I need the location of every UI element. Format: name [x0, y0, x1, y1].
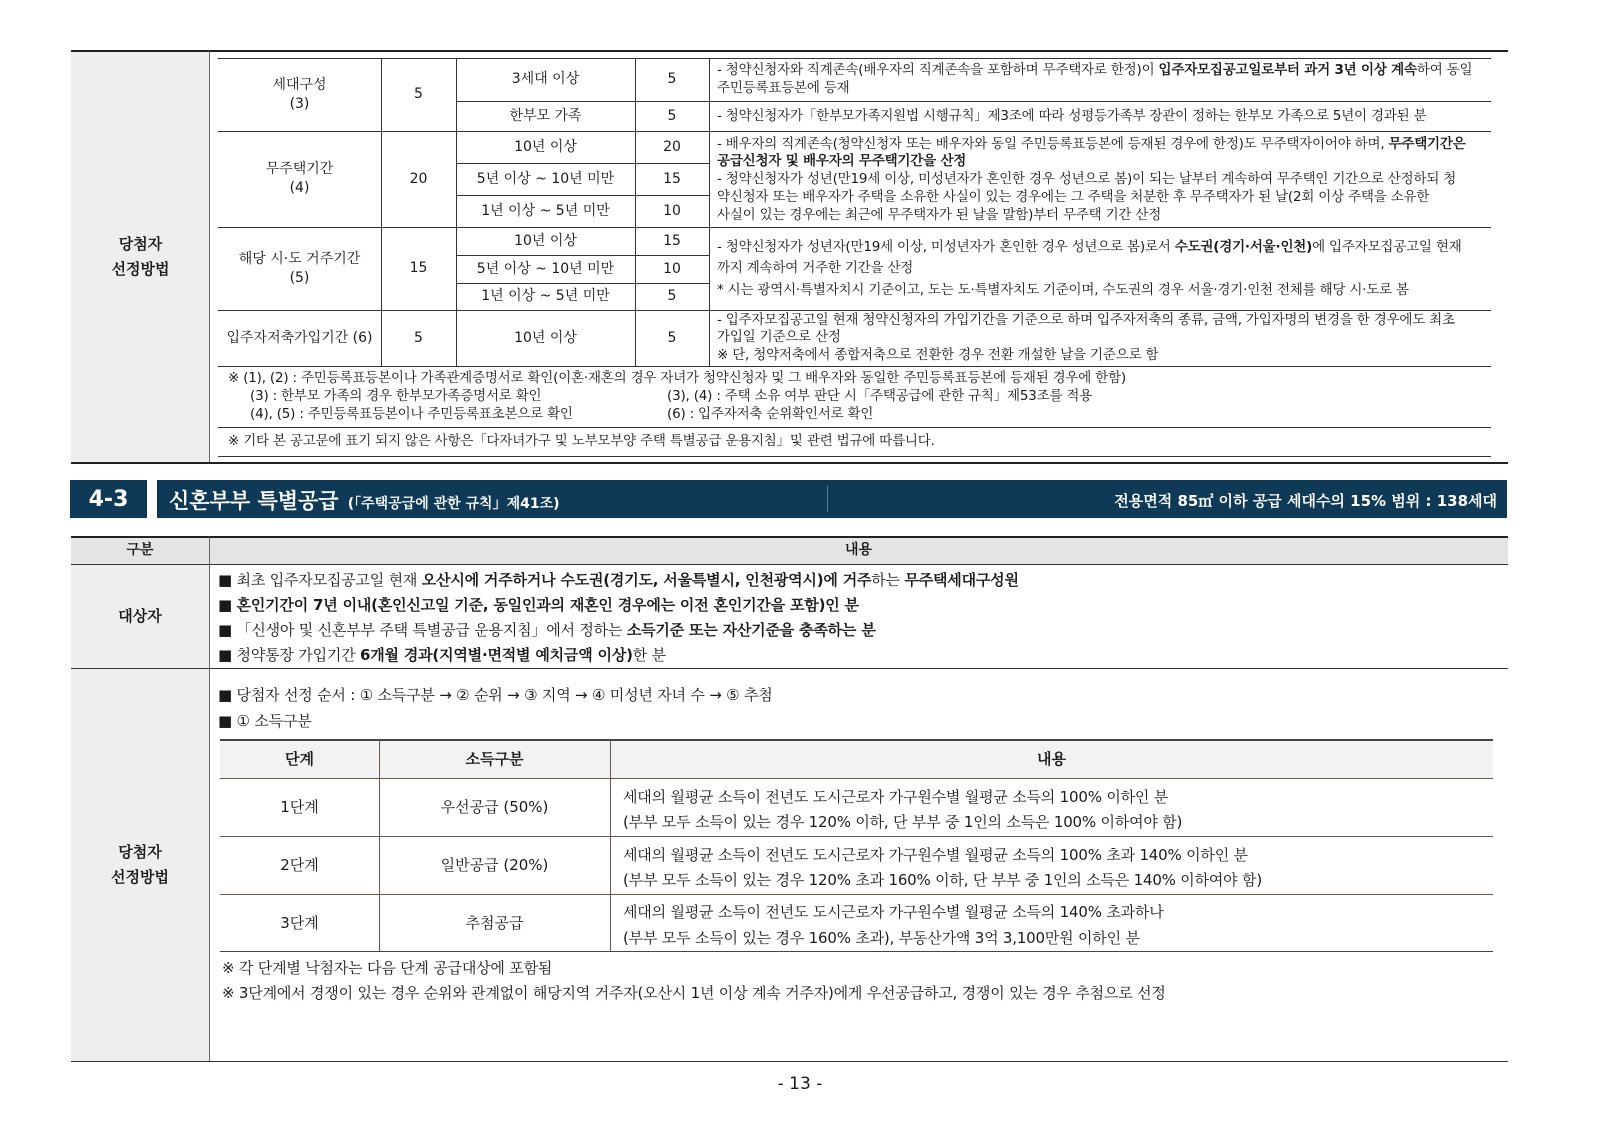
footnote: (3) : 한부모 가족의 경우 한부모가족증명서로 확인: [250, 388, 542, 404]
target-item: ■ 최초 입주자모집공고일 현재 오산시에 거주하거나 수도권(경기도, 서울특별시, 인천광역시)에 거주하는 무주택세대구성원: [218, 571, 1019, 589]
selection-label-line: 당첨자: [118, 843, 162, 861]
target-item: ■ 「신생아 및 신혼부부 주택 특별공급 운용지침」에서 정하는 소득기준 또는 자산기준을 충족하는 분: [218, 621, 876, 639]
row-score: 5: [414, 329, 423, 346]
income-category: 추첨공급: [465, 913, 524, 932]
income-header: 내용: [1037, 749, 1066, 768]
points: 5: [667, 288, 677, 305]
footnote: (4), (5) : 주민등록표등본이나 주민등록표초본으로 확인: [250, 406, 573, 422]
criterion: 10년 이상: [514, 329, 577, 346]
section-number-box: [70, 480, 147, 518]
note-line: - 청약신청자가 성년자(만19세 이상, 미성년자가 혼인한 경우 성년으로 봄)로서 수도권(경기·서울·인천)에 입주자모집공고일 현재: [717, 239, 1462, 255]
criterion: 5년 이상 ~ 10년 미만: [476, 260, 615, 277]
criterion: 10년 이상: [514, 138, 577, 155]
row-label: 입주자저축가입기간 (6): [226, 329, 373, 346]
note-line: 까지 계속하여 거주한 기간을 산정: [717, 260, 914, 276]
column-header: 내용: [844, 542, 873, 559]
side-label-line: 당첨자: [118, 234, 163, 253]
points: 10: [663, 260, 681, 277]
income-header: 단계: [285, 749, 314, 768]
selection-label: [71, 669, 209, 1061]
criterion: 1년 이상 ~ 5년 미만: [481, 288, 610, 305]
column-header: 구분: [126, 542, 154, 559]
footnote: ※ (1), (2) : 주민등록표등본이나 가족관계증명서로 확인(이혼·재혼의 경우 자녀가 청약신청자 및 그 배우자와 동일한 주민등록표등본에 등재된 경우에 한함): [228, 370, 1126, 386]
income-content: (부부 모두 소득이 있는 경우 160% 초과), 부동산가액 3억 3,100만원 이하인 분: [623, 929, 1140, 947]
points: 15: [663, 232, 681, 249]
section-quota: 전용면적 85㎡ 이하 공급 세대수의 15% 범위 : 138세대: [1114, 492, 1497, 510]
selection-order: ■ 당첨자 선정 순서 : ① 소득구분 → ② 순위 → ③ 지역 → ④ 미성년 자녀 수 → ⑤ 추첨: [218, 686, 773, 704]
criterion: 1년 이상 ~ 5년 미만: [481, 202, 610, 219]
criterion: 10년 이상: [514, 232, 577, 249]
income-heading: ■ ① 소득구분: [218, 712, 312, 730]
income-content: 세대의 월평균 소득이 전년도 도시근로자 가구원수별 월평균 소득의 100% 초과 140% 이하인 분: [623, 846, 1248, 864]
points: 10: [663, 202, 681, 219]
row-score: 15: [409, 260, 428, 277]
selection-note: ※ 3단계에서 경쟁이 있는 경우 순위와 관계없이 해당지역 거주자(오산시 1년 이상 계속 거주자)에게 우선공급하고, 경쟁이 있는 경우 추첨으로 선정: [222, 984, 1166, 1002]
row-score: 20: [409, 170, 428, 187]
note-line: - 청약신청자가 성년(만19세 이상, 미성년자가 혼인한 경우 성년으로 봄)이 되는 날부터 계속하여 무주택인 기간으로 산정하되 청: [717, 171, 1457, 187]
income-content: 세대의 월평균 소득이 전년도 도시근로자 가구원수별 월평균 소득의 100% 이하인 분: [623, 788, 1169, 806]
income-content: (부부 모두 소득이 있는 경우 120% 초과 160% 이하, 단 부부 중 1인의 소득은 140% 이하여야 함): [623, 871, 1262, 889]
note-line: 가입일 기준으로 산정: [717, 329, 841, 345]
note-line: - 청약신청자와 직계존속(배우자의 직계존속을 포함하며 무주택자로 한정)이 입주자모집공고일로부터 과거 3년 이상 계속하여 동일: [717, 62, 1473, 78]
points: 15: [663, 170, 681, 187]
side-label-line: 선정방법: [111, 259, 170, 278]
target-item: ■ 청약통장 가입기간 6개월 경과(지역별·면적별 예치금액 이상)한 분: [218, 646, 666, 664]
section-title: 신혼부부 특별공급: [169, 489, 339, 513]
row-label-line: (3): [289, 95, 310, 112]
criterion: 3세대 이상: [511, 71, 580, 88]
row-label: [218, 227, 381, 310]
note-line: - 배우자의 직계존속(청약신청자 또는 배우자와 동일 주민등록표등본에 등재된 경우에 한정)도 무주택자이어야 하며, 무주택기간은: [717, 136, 1466, 152]
criterion: 5년 이상 ~ 10년 미만: [476, 170, 615, 187]
income-content: 세대의 월평균 소득이 전년도 도시근로자 가구원수별 월평균 소득의 140% 초과하나: [623, 903, 1164, 921]
row-score: 5: [414, 86, 423, 103]
section-title-ref: (「주택공급에 관한 규칙」제41조): [347, 496, 560, 512]
points: 5: [667, 329, 677, 346]
note-line: 사실이 있는 경우에는 최근에 무주택자가 된 날을 말함)부터 무주택 기간 산정: [717, 207, 1162, 223]
note-line: - 입주자모집공고일 현재 청약신청자의 가입기간을 기준으로 하며 입주자저축의 종류, 금액, 가입자명의 변경을 한 경우에도 최초: [717, 312, 1455, 328]
income-stage: 3단계: [280, 913, 319, 932]
note-line: 약신청자 또는 배우자가 주택을 소유한 사실이 있는 경우에는 그 주택을 처분한 후 무주택자가 된 날(2회 이상 주택을 소유한: [717, 189, 1430, 205]
points: 5: [667, 71, 677, 88]
points: 5: [667, 107, 677, 124]
criterion: 한부모 가족: [509, 107, 582, 124]
note-line: 주민등록표등본에 등재: [717, 80, 850, 96]
section-number: 4-3: [88, 486, 129, 512]
row-label-line: 무주택기간: [265, 161, 334, 178]
row-label-line: 세대구성: [272, 76, 327, 93]
income-stage: 2단계: [280, 856, 319, 875]
income-header: 소득구분: [465, 749, 524, 768]
target-label: 대상자: [71, 565, 209, 668]
page-number: - 13 -: [777, 1074, 823, 1094]
selection-note: ※ 각 단계별 낙첨자는 다음 단계 공급대상에 포함됨: [222, 959, 553, 977]
income-category: 일반공급 (20%): [440, 856, 549, 875]
row-label: [218, 58, 381, 131]
selection-label-line: 선정방법: [111, 868, 169, 886]
note-line: * 시는 광역시·특별자치시 기준이고, 도는 도·특별자치도 기준이며, 수도권의 경우 서울·경기·인천 전체를 해당 시·도로 봄: [717, 282, 1409, 298]
income-stage: 1단계: [280, 798, 319, 817]
note-line: 공급신청자 및 배우자의 무주택기간을 산정: [717, 153, 967, 169]
final-note: ※ 기타 본 공고문에 표기 되지 않은 사항은「다자녀가구 및 노부모부양 주택 특별공급 운용지침」및 관련 법규에 따릅니다.: [228, 433, 935, 449]
note-line: ※ 단, 청약저축에서 종합저축으로 전환한 경우 전환 개설한 날을 기준으로 함: [717, 347, 1159, 363]
row-label: [218, 131, 381, 227]
income-content: (부부 모두 소득이 있는 경우 120% 이하, 단 부부 중 1인의 소득은 100% 이하여야 함): [623, 813, 1183, 831]
row-label-line: (4): [289, 180, 310, 196]
note-line: - 청약신청자가「한부모가족지원법 시행규칙」제3조에 따라 성평등가족부 장관이 정하는 한부모 가족으로 5년이 경과된 분: [717, 108, 1427, 124]
income-category: 우선공급 (50%): [440, 798, 549, 817]
section-title-bar: [157, 480, 1507, 518]
row-label-line: (5): [289, 269, 310, 286]
footnote: (6) : 입주자저축 순위확인서로 확인: [667, 406, 874, 422]
points: 20: [663, 138, 681, 155]
target-item: ■ 혼인기간이 7년 이내(혼인신고일 기준, 동일인과의 재혼인 경우에는 이전 혼인기간을 포함)인 분: [218, 596, 859, 614]
row-label-line: 해당 시·도 거주기간: [238, 250, 361, 267]
top-side-label: [71, 51, 210, 462]
footnote: (3), (4) : 주택 소유 여부 판단 시「주택공급에 관한 규칙」제53조를 적용: [667, 388, 1093, 404]
